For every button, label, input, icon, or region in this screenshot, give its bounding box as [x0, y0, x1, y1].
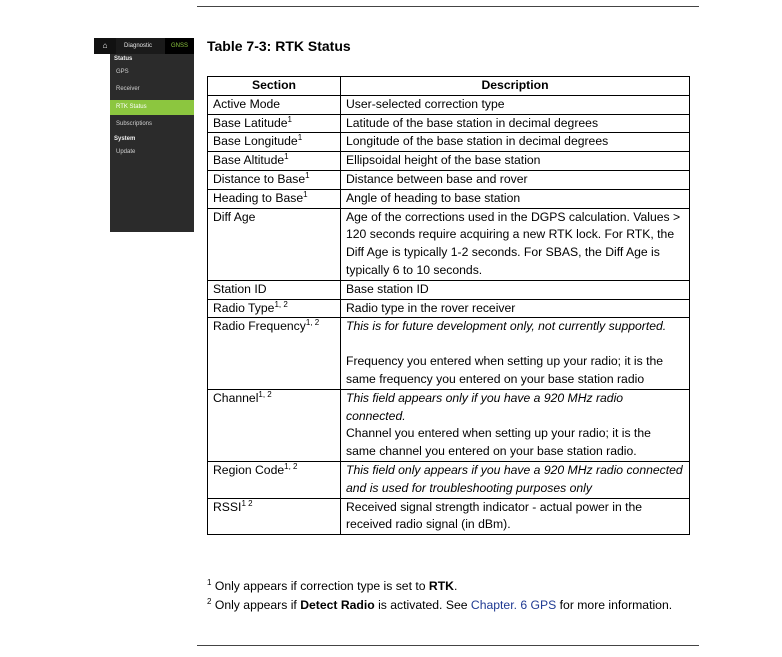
section-name: Station ID — [213, 281, 267, 296]
bottom-rule — [197, 645, 699, 646]
section-cell — [208, 152, 341, 171]
footnote-1: $^1$ Only appears if correction type is set to RTK. — [207, 578, 458, 593]
table-row — [208, 170, 690, 189]
menu-item-update: Update — [116, 149, 136, 155]
footnote-2: $^2$ Only appears if Detect Radio is activated. See Chapter. 6 GPS for more information. — [207, 597, 673, 612]
table-row — [208, 95, 690, 114]
description-text: Angle of heading to base station — [346, 190, 521, 205]
description-text: User-selected correction type — [346, 96, 505, 111]
description-cell — [341, 498, 690, 535]
description-note: This field appears only if you have a 920 MHz radio connected. — [346, 390, 624, 423]
description-text: Frequency you entered when setting up your radio; it is the same frequency you entered on your base station radio — [346, 354, 664, 386]
description-cell — [341, 318, 690, 389]
description-text: Channel you entered when setting up your radio; it is the same channel you entered on your base station radio. — [346, 426, 651, 459]
description-cell — [341, 208, 690, 280]
section-name: RSSI — [213, 499, 242, 514]
section-cell — [208, 189, 341, 208]
menu-section-status: Status — [114, 56, 133, 62]
section-cell — [208, 461, 341, 498]
table-title: Table 7-3: RTK Status — [207, 38, 351, 54]
section-name: Base Longitude — [213, 134, 298, 149]
menu-item-subscriptions: Subscriptions — [116, 121, 153, 127]
footnote-marker: 1 — [305, 170, 310, 180]
footnote-marker: 1 2 — [241, 498, 253, 508]
footnote-marker: 1, 2 — [258, 389, 272, 399]
description-text: Distance between base and rover — [346, 171, 528, 186]
section-cell — [208, 280, 341, 299]
header-description: Description — [341, 77, 690, 96]
footnote-marker: 1 — [287, 114, 292, 124]
top-rule — [197, 6, 699, 7]
description-cell — [341, 133, 690, 152]
menu-item-receiver: Receiver — [116, 86, 140, 92]
breadcrumb-diagnostic: Diagnostic — [124, 43, 153, 49]
footnote-marker: 1, 2 — [284, 461, 298, 471]
section-name: Base Altitude — [213, 153, 285, 168]
table-row — [208, 133, 690, 152]
table-row — [208, 152, 690, 171]
table-row — [208, 318, 690, 389]
description-cell — [341, 280, 690, 299]
rtk-status-table — [207, 76, 690, 535]
device-menu-screenshot — [102, 38, 194, 232]
description-text: Latitude of the base station in decimal degrees — [346, 115, 599, 130]
description-cell — [341, 461, 690, 498]
menu-section-system: System — [114, 136, 136, 142]
section-cell — [208, 170, 341, 189]
description-cell — [341, 170, 690, 189]
description-cell — [341, 389, 690, 461]
table-row — [208, 299, 690, 318]
table-row — [208, 498, 690, 535]
section-cell — [208, 114, 341, 133]
description-note: This is for future development only, not currently supported. — [346, 319, 667, 334]
description-cell — [341, 152, 690, 171]
table-row — [208, 208, 690, 280]
description-text: Base station ID — [346, 281, 429, 296]
description-text: Longitude of the base station in decimal degrees — [346, 134, 609, 149]
section-cell — [208, 208, 341, 280]
description-note: This field only appears if you have a 920 MHz radio connected and is used for troubleshooting purposes only — [346, 462, 683, 495]
table-header-row — [208, 77, 690, 96]
section-name: Distance to Base — [213, 171, 306, 186]
section-name: Diff Age — [213, 209, 256, 224]
description-text: Ellipsoidal height of the base station — [346, 153, 541, 168]
table-row — [208, 389, 690, 461]
section-name: Base Latitude — [213, 115, 288, 130]
paragraph-gap — [346, 336, 684, 353]
description-text: Received signal strength indicator - actual power in the received radio signal (in dBm). — [346, 499, 643, 532]
table-row — [208, 114, 690, 133]
table-row — [208, 280, 690, 299]
section-name: Channel — [213, 390, 259, 405]
header-section: Section — [208, 77, 341, 96]
footnote-marker: 1 — [284, 152, 289, 162]
description-cell — [341, 114, 690, 133]
table-row — [208, 189, 690, 208]
section-cell — [208, 318, 341, 389]
section-cell — [208, 389, 341, 461]
section-name: Radio Frequency — [213, 319, 306, 334]
footnote-marker: 1, 2 — [274, 299, 288, 309]
section-name: Heading to Base — [213, 190, 304, 205]
breadcrumb-gnss: GNSS — [165, 38, 194, 54]
home-icon: ⌂ — [94, 38, 116, 54]
description-cell — [341, 299, 690, 318]
table-row — [208, 461, 690, 498]
section-cell — [208, 498, 341, 535]
footnote-marker: 1, 2 — [305, 318, 320, 328]
footnote-marker: 1 — [297, 133, 303, 143]
description-text: Age of the corrections used in the DGPS calculation. Values > 120 seconds require acquiring a new RTK lock. For RTK, the Diff Age is typically 1-2 seconds. For SBAS, the Diff Age is typically 6 to 10 seconds. — [346, 209, 681, 277]
description-cell — [341, 95, 690, 114]
menu-item-rtk-status: RTK Status — [110, 100, 194, 115]
section-cell — [208, 133, 341, 152]
section-name: Radio Type — [213, 300, 275, 315]
description-text: Radio type in the rover receiver — [346, 300, 516, 315]
section-cell — [208, 95, 341, 114]
description-cell — [341, 189, 690, 208]
footnote-marker: 1 — [303, 189, 308, 199]
section-name: Active Mode — [213, 96, 281, 111]
section-cell — [208, 299, 341, 318]
chapter-6-link[interactable]: Chapter. 6 GPS — [470, 598, 557, 612]
section-name: Region Code — [213, 462, 285, 477]
menu-item-gps: GPS — [116, 69, 129, 75]
